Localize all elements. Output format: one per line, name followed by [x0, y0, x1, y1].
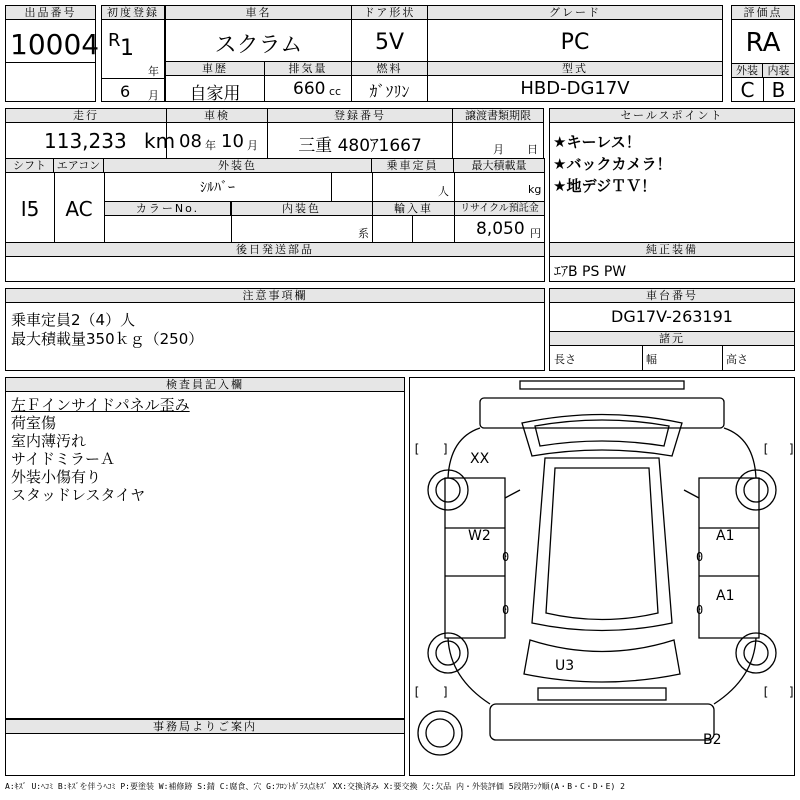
- max-load-unit: kg: [528, 183, 542, 196]
- car-name-box: [165, 5, 352, 62]
- model-box: [427, 61, 723, 102]
- ext-color: ｼﾙﾊﾞｰ: [200, 180, 235, 196]
- recycle-fee: 8,050: [476, 219, 525, 239]
- lot-number-box: [5, 5, 100, 102]
- inspection-label: 車検: [167, 109, 267, 123]
- exterior-score: C: [740, 78, 755, 102]
- svg-text:]: ]: [442, 685, 450, 699]
- interior-score: B: [771, 78, 786, 102]
- notes-label: 注意事項欄: [6, 289, 544, 303]
- svg-text:[: [: [762, 685, 770, 699]
- note-line: 乗車定員2（4）人: [11, 311, 136, 329]
- door-type: 5V: [374, 30, 405, 55]
- inspector-note: スタッドレスタイヤ: [11, 486, 146, 504]
- grade-label: グレード: [428, 6, 722, 20]
- first-reg-year: 1: [120, 36, 134, 61]
- door-label: ドア形状: [352, 6, 427, 20]
- mileage-box: [5, 108, 176, 159]
- office-box: [5, 719, 405, 776]
- chassis-label: 車台番号: [550, 289, 794, 303]
- max-load-label: 最大積載量: [454, 159, 544, 173]
- int-color-unit: 系: [358, 227, 369, 240]
- svg-text:0: 0: [696, 550, 704, 564]
- car-diagram-svg: [410, 378, 794, 775]
- score-label: 評価点: [732, 6, 794, 20]
- damage-mark-a1: A1: [716, 588, 735, 604]
- office-label: 事務局よりご案内: [6, 720, 404, 734]
- score-box: [731, 5, 795, 102]
- capacity-unit: 人: [438, 185, 449, 198]
- interior-label: 内装: [763, 64, 794, 78]
- inspector-box: [5, 377, 405, 719]
- inspector-note: 外装小傷有り: [11, 468, 102, 486]
- fuel-label: 燃料: [352, 62, 427, 76]
- history-box: [165, 61, 265, 102]
- spec-grid: [5, 158, 545, 243]
- capacity-label: 乗車定員: [372, 159, 454, 173]
- sales-points-label: セールスポイント: [550, 109, 794, 123]
- svg-text:0: 0: [502, 603, 510, 617]
- svg-text:0: 0: [502, 550, 510, 564]
- reg-number-label: 登録番号: [268, 109, 452, 123]
- damage-mark-a1: A1: [716, 528, 735, 544]
- inspection-month-unit: 月: [247, 139, 258, 152]
- model-label: 型式: [428, 62, 722, 76]
- displacement: 660: [293, 79, 326, 99]
- height-label: 高さ: [726, 353, 748, 366]
- month-unit: 月: [148, 89, 159, 102]
- car-name: スクラム: [214, 33, 303, 58]
- damage-mark-u3: U3: [555, 658, 575, 674]
- transfer-month-unit: 月: [493, 143, 504, 156]
- ac: AC: [65, 197, 93, 221]
- width-label: 幅: [646, 353, 657, 366]
- damage-legend: A:ｷｽﾞ U:ﾍｺﾐ B:ｷｽﾞを伴うﾍｺﾐ P:要塗装 W:補修跡 S:錆 C:腐食、穴 G:ﾌﾛﾝﾄｶﾞﾗｽ点ｷｽﾞ XX:交換済み X:要交換 欠:欠品 内・外装評価 5段階ﾗﾝｸ順(A・B・C・D・E) 2: [5, 782, 625, 791]
- sales-point: ★バックカメラ！: [553, 155, 672, 173]
- displacement-label: 排気量: [265, 62, 351, 76]
- fuel-box: [351, 61, 428, 102]
- inspector-note: 室内薄汚れ: [11, 432, 87, 450]
- inspection-year-unit: 年: [205, 139, 216, 152]
- equipment-label: 純正装備: [550, 243, 794, 257]
- first-registration-label: 初度登録: [102, 6, 164, 20]
- equipment-box: [549, 242, 795, 282]
- int-color-label: 内装色: [231, 202, 372, 216]
- svg-text:[: [: [413, 442, 421, 456]
- later-parts-box: [5, 242, 545, 282]
- score: RA: [745, 28, 781, 58]
- mileage-label: 走行: [6, 109, 166, 123]
- ac-label: エアコン: [54, 159, 104, 173]
- mileage: 113,233: [44, 129, 127, 153]
- damage-mark-b2: B2: [703, 732, 722, 748]
- svg-text:]: ]: [788, 685, 796, 699]
- lot-number: 10004: [10, 28, 100, 61]
- specs-label: 諸元: [550, 332, 794, 346]
- door-box: [351, 5, 428, 62]
- model-code: HBD-DG17V: [520, 78, 630, 99]
- inspector-note: 荷室傷: [11, 414, 57, 432]
- import-label: 輸入車: [373, 202, 454, 216]
- history: 自家用: [189, 84, 241, 104]
- svg-text:0: 0: [696, 603, 704, 617]
- damage-mark-w2: W2: [468, 528, 491, 544]
- transfer-doc-label: 譲渡書類期限: [453, 109, 543, 123]
- grade-box: [427, 5, 723, 62]
- inspector-label: 検査員記入欄: [6, 378, 404, 392]
- later-parts-label: 後日発送部品: [6, 243, 544, 257]
- notes-box: [5, 288, 545, 371]
- exterior-label: 外装: [732, 64, 763, 78]
- svg-text:]: ]: [788, 442, 796, 456]
- recycle-label: リサイクル預託金: [455, 202, 544, 216]
- inspector-note: サイドミラーＡ: [11, 450, 115, 468]
- reg-number-box: [267, 108, 453, 159]
- history-label: 車歴: [166, 62, 264, 76]
- lot-number-label: 出品番号: [6, 6, 95, 20]
- era: R: [108, 30, 121, 51]
- sales-point: ★キーレス！: [553, 133, 641, 151]
- inspector-note: 左Ｆインサイドパネル歪み: [11, 396, 190, 414]
- svg-text:[: [: [413, 685, 421, 699]
- damage-mark-xx: XX: [470, 451, 490, 467]
- mileage-unit: km: [144, 129, 176, 153]
- first-reg-month: 6: [120, 82, 131, 101]
- svg-text:[: [: [762, 442, 770, 456]
- equipment: ｴｱB PS PW: [554, 264, 627, 280]
- grade: PC: [560, 30, 590, 55]
- sales-point: ★地デジＴＶ！: [553, 177, 657, 195]
- length-label: 長さ: [554, 353, 576, 366]
- transfer-day-unit: 日: [527, 143, 538, 156]
- ext-color-label: 外装色: [104, 159, 372, 173]
- fuel: ｶﾞｿﾘﾝ: [369, 82, 410, 101]
- vehicle-diagram: [409, 377, 795, 776]
- inspection-box: [166, 108, 268, 159]
- transfer-doc-box: [452, 108, 544, 159]
- chassis-number: DG17V-263191: [611, 307, 733, 326]
- first-registration-box: [101, 5, 165, 102]
- shift: I5: [20, 197, 40, 221]
- displacement-box: [264, 61, 352, 102]
- svg-text:]: ]: [442, 442, 450, 456]
- car-name-label: 車名: [166, 6, 351, 20]
- inspection-month: 10: [221, 131, 244, 152]
- sales-points-box: [549, 108, 795, 243]
- displacement-unit: cc: [329, 85, 342, 98]
- inspection-year: 08: [179, 131, 202, 152]
- note-line: 最大積載量350ｋｇ（250）: [11, 330, 204, 348]
- year-unit: 年: [148, 65, 159, 78]
- reg-number: 三重 480ｱ1667: [298, 136, 422, 156]
- color-no-label: カラーNo.: [105, 202, 231, 216]
- chassis-box: [549, 288, 795, 371]
- recycle-unit: 円: [530, 227, 541, 240]
- shift-label: シフト: [6, 159, 54, 173]
